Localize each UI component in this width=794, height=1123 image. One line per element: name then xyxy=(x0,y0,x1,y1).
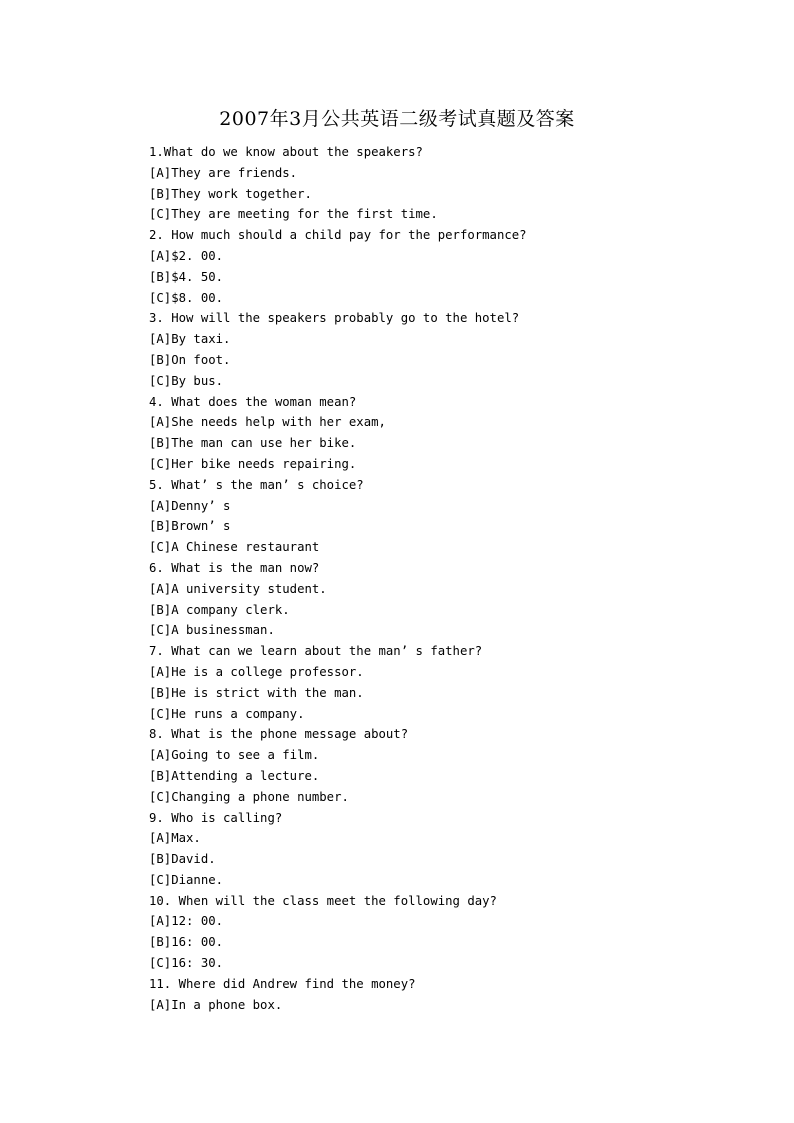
question-line: [B]Brown’ s xyxy=(149,519,231,534)
question-line: [B]David. xyxy=(149,852,216,867)
question-line: 4. What does the woman mean? xyxy=(149,394,357,409)
question-line: [C]They are meeting for the first time. xyxy=(149,207,438,222)
question-line: [A]Max. xyxy=(149,831,201,846)
question-line: [B]Attending a lecture. xyxy=(149,768,320,783)
question-line: 3. How will the speakers probably go to the hotel? xyxy=(149,311,520,326)
question-line: [A]He is a college professor. xyxy=(149,664,364,679)
question-line: [C]A businessman. xyxy=(149,623,275,638)
question-line: [C]He runs a company. xyxy=(149,706,305,721)
question-line: [A]12: 00. xyxy=(149,914,224,929)
question-line: [B]On foot. xyxy=(149,352,231,367)
question-line: [C]Dianne. xyxy=(149,872,224,887)
question-line: [C]16: 30. xyxy=(149,956,224,971)
question-line: [A]They are friends. xyxy=(149,165,298,180)
question-line: 10. When will the class meet the following day? xyxy=(149,893,497,908)
question-line: [B]He is strict with the man. xyxy=(149,685,364,700)
question-line: [A]By taxi. xyxy=(149,332,231,347)
question-line: 5. What’ s the man’ s choice? xyxy=(149,477,364,492)
question-line: 11. Where did Andrew find the money? xyxy=(149,976,416,991)
question-line: [B]A company clerk. xyxy=(149,602,290,617)
question-line: [B]The man can use her bike. xyxy=(149,436,357,451)
question-line: [C]A Chinese restaurant xyxy=(149,540,320,555)
question-list xyxy=(149,142,749,1015)
question-line: [A]Going to see a film. xyxy=(149,748,320,763)
question-line: [A]In a phone box. xyxy=(149,997,283,1012)
question-line: [B]$4. 50. xyxy=(149,269,224,284)
question-line: 2. How much should a child pay for the performance? xyxy=(149,228,527,243)
question-line: [A]$2. 00. xyxy=(149,248,224,263)
question-line: [A]Denny’ s xyxy=(149,498,231,513)
question-line: [A]She needs help with her exam, xyxy=(149,415,386,430)
question-line: 8. What is the phone message about? xyxy=(149,727,409,742)
question-line: [B]They work together. xyxy=(149,186,312,201)
question-line: [A]A university student. xyxy=(149,581,327,596)
question-line: [B]16: 00. xyxy=(149,935,224,950)
question-line: [C]$8. 00. xyxy=(149,290,224,305)
question-line: [C]Changing a phone number. xyxy=(149,789,349,804)
question-line: [C]Her bike needs repairing. xyxy=(149,456,357,471)
question-line: [C]By bus. xyxy=(149,373,224,388)
question-line: 9. Who is calling? xyxy=(149,810,283,825)
document-title: 2007年3月公共英语二级考试真题及答案 xyxy=(219,108,575,130)
question-line: 1.What do we know about the speakers? xyxy=(149,145,423,159)
question-line: 6. What is the man now? xyxy=(149,560,320,575)
question-line: 7. What can we learn about the man’ s father? xyxy=(149,644,483,659)
